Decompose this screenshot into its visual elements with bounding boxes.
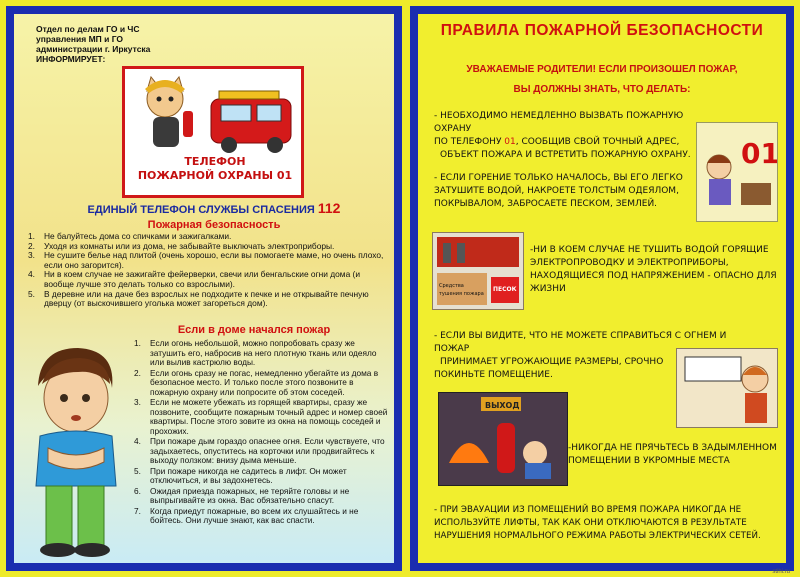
rescue-number: 112	[317, 200, 341, 216]
list-item: 5. В деревне или на даче без взрослых не подходите к печке и не открывайте печную дверцу (от выскочившего уголька может загореться дом).	[28, 288, 369, 309]
child-phone-illustration	[696, 122, 778, 222]
list-item: 1. Не балуйтесь дома со спичками и зажигалками.	[28, 231, 232, 241]
fire-heading: Если в доме начался пожар	[177, 324, 331, 336]
left-panel-content	[14, 14, 394, 563]
fire-phone-card	[122, 66, 304, 198]
smoke-room-illustration	[438, 392, 568, 486]
fire-list	[134, 339, 390, 526]
list-item: 3. Если не можете убежать из горящей квартиры, сразу же позвоните, сообщите пожарным точный адрес и номер своей квартиры. После этого зовите из окна на помощь соседей и прохожих.	[134, 397, 388, 436]
rule-no-elevators: - ПРИ ЭВАУАЦИИ ИЗ ПОМЕЩЕНИЙ ВО ВРЕМЯ ПОЖАРА НИКОГДА НЕ ИСПОЛЬЗУЙТЕ ЛИФТЫ, ТАК КАК ОНИ ОТКЛЮЧАЮТСЯ В РЕЗУЛЬТАТЕ НАРУШЕНИЯ НОРМАЛЬНОГО РЕЖИМА РАБОТЫ ЭЛЕКТРИЧЕСКИХ СЕТЕЙ.	[434, 505, 761, 541]
window-icon	[677, 349, 777, 427]
list-item: 3. Не сушите белье над плитой (очень хорошо, если вы помогаете маме, но очень плохо, если оно загорится).	[28, 250, 384, 270]
rule-call-fire-service: - НЕОБХОДИМО НЕМЕДЛЕННО ВЫЗВАТЬ ПОЖАРНУЮ ОХРАНУ ПО ТЕЛЕФОНУ 01, СООБЩИВ СВОЙ ТОЧНЫЙ АДРЕС, ОБЪЕКТ ПОЖАРА И ВСТРЕТИТЬ ПОЖАРНУЮ ОХРАНУ.	[434, 111, 691, 160]
rule-do-not-hide: -НИКОГДА НЕ ПРЯЧЬТЕСЬ В ЗАДЫМЛЕННОМ ПОМЕЩЕНИИ В УКРОМНЫЕ МЕСТА	[568, 443, 777, 466]
list-item: 2. Уходя из комнаты или из дома, не забывайте выключать электроприборы.	[28, 240, 335, 251]
child-window-illustration	[676, 348, 778, 428]
parents-subtitle-line1: УВАЖАЕМЫЕ РОДИТЕЛИ! ЕСЛИ ПРОИЗОШЕЛ ПОЖАР,	[466, 64, 738, 75]
right-panel	[410, 6, 794, 571]
child-phone-icon	[697, 123, 777, 221]
list-item: 5. При пожаре никогда не садитесь в лифт. Он может отключиться, и вы задохнетесь.	[134, 465, 347, 485]
fire-phone-text: ТЕЛЕФОН ПОЖАРНОЙ ОХРАНЫ 01	[137, 155, 293, 182]
organization-header: Отдел по делам ГО и ЧС управления МП и ГО администрации г. Иркутска ИНФОРМИРУЕТ:	[36, 24, 151, 64]
list-item: 1. Если огонь небольшой, можно попробовать сразу же затушить его, набросив на него плотную ткань или одеяло или вылив кастрюлю воды.	[134, 338, 377, 367]
fire-shield-icon	[433, 233, 523, 309]
list-item: 4. При пожаре дым гораздо опаснее огня. Если чувствуете, что задыхаетесь, опуститесь на корточки или продвигайтесь к выходу ползком: внизу дыма меньше.	[134, 436, 385, 465]
parents-subtitle-line2: ВЫ ДОЛЖНЫ ЗНАТЬ, ЧТО ДЕЛАТЬ:	[513, 84, 691, 95]
svg-text:тушения пожара: тушения пожара	[439, 291, 484, 297]
list-item: 2. Если огонь сразу не погас, немедленно убегайте из дома в безопасное место. И только после этого позвоните в пожарную охрану или попросите об этом соседей.	[134, 367, 379, 397]
svg-text:ПЕСОК: ПЕСОК	[493, 286, 517, 293]
watermark: stihi.ru	[772, 569, 790, 575]
fire-equipment-illustration	[432, 232, 524, 310]
svg-text:01: 01	[741, 137, 777, 170]
rule-extinguish-early: - ЕСЛИ ГОРЕНИЕ ТОЛЬКО НАЧАЛОСЬ, ВЫ ЕГО ЛЕГКО ЗАТУШИТЕ ВОДОЙ, НАКРОЕТЕ ТОЛСТЫМ ОДЕЯЛОМ, ПОКРЫВАЛОМ, ЗАБРОСАЕТЕ ПЕСКОМ, ЗЕМЛЕЙ.	[434, 173, 683, 209]
boy-illustration	[20, 336, 130, 561]
list-item: 7. Когда приедут пожарные, во всем их слушайтесь и не бойтесь. Они лучше знают, как вас спасти.	[134, 505, 359, 525]
svg-text:ВЫХОД: ВЫХОД	[485, 401, 520, 410]
extinguisher-icon	[439, 393, 567, 485]
rule-leave-premises: - ЕСЛИ ВЫ ВИДИТЕ, ЧТО НЕ МОЖЕТЕ СПРАВИТЬСЯ С ОГНЕМ И ПОЖАР ПРИНИМАЕТ УГРОЖАЮЩИЕ РАЗМЕРЫ, СРОЧНО ПОКИНЬТЕ ПОМЕЩЕНИЕ.	[434, 331, 727, 380]
safety-heading: Пожарная безопасность	[147, 219, 281, 231]
rule-no-water-on-electrics: -НИ В КОЕМ СЛУЧАЕ НЕ ТУШИТЬ ВОДОЙ ГОРЯЩИЕ ЭЛЕКТРОПРОВОДКУ И ЭЛЕКТРОПРИБОРЫ, НАХОДЯЩИЕСЯ ПОД НАПРЯЖЕНИЕМ - ОПАСНО ДЛЯ ЖИЗНИ	[530, 245, 777, 294]
svg-text:Средства: Средства	[439, 283, 464, 289]
safety-list	[28, 232, 388, 309]
left-panel	[6, 6, 402, 571]
list-item: 4. Ни в коем случае не зажигайте фейерверки, свечи или бенгальские огни дома (и вообще лучше это делать только со взрослыми).	[28, 269, 361, 289]
list-item: 6. Ожидая приезда пожарных, не теряйте головы и не выпрыгивайте из окна. Вас обязательно спасут.	[134, 485, 350, 505]
rescue-phone-line: ЕДИНЫЙ ТЕЛЕФОН СЛУЖБЫ СПАСЕНИЯ 112	[87, 200, 341, 216]
right-panel-content	[418, 14, 786, 563]
firefighter-cat-illustration	[125, 69, 301, 155]
rules-title: ПРАВИЛА ПОЖАРНОЙ БЕЗОПАСНОСТИ	[440, 22, 764, 39]
